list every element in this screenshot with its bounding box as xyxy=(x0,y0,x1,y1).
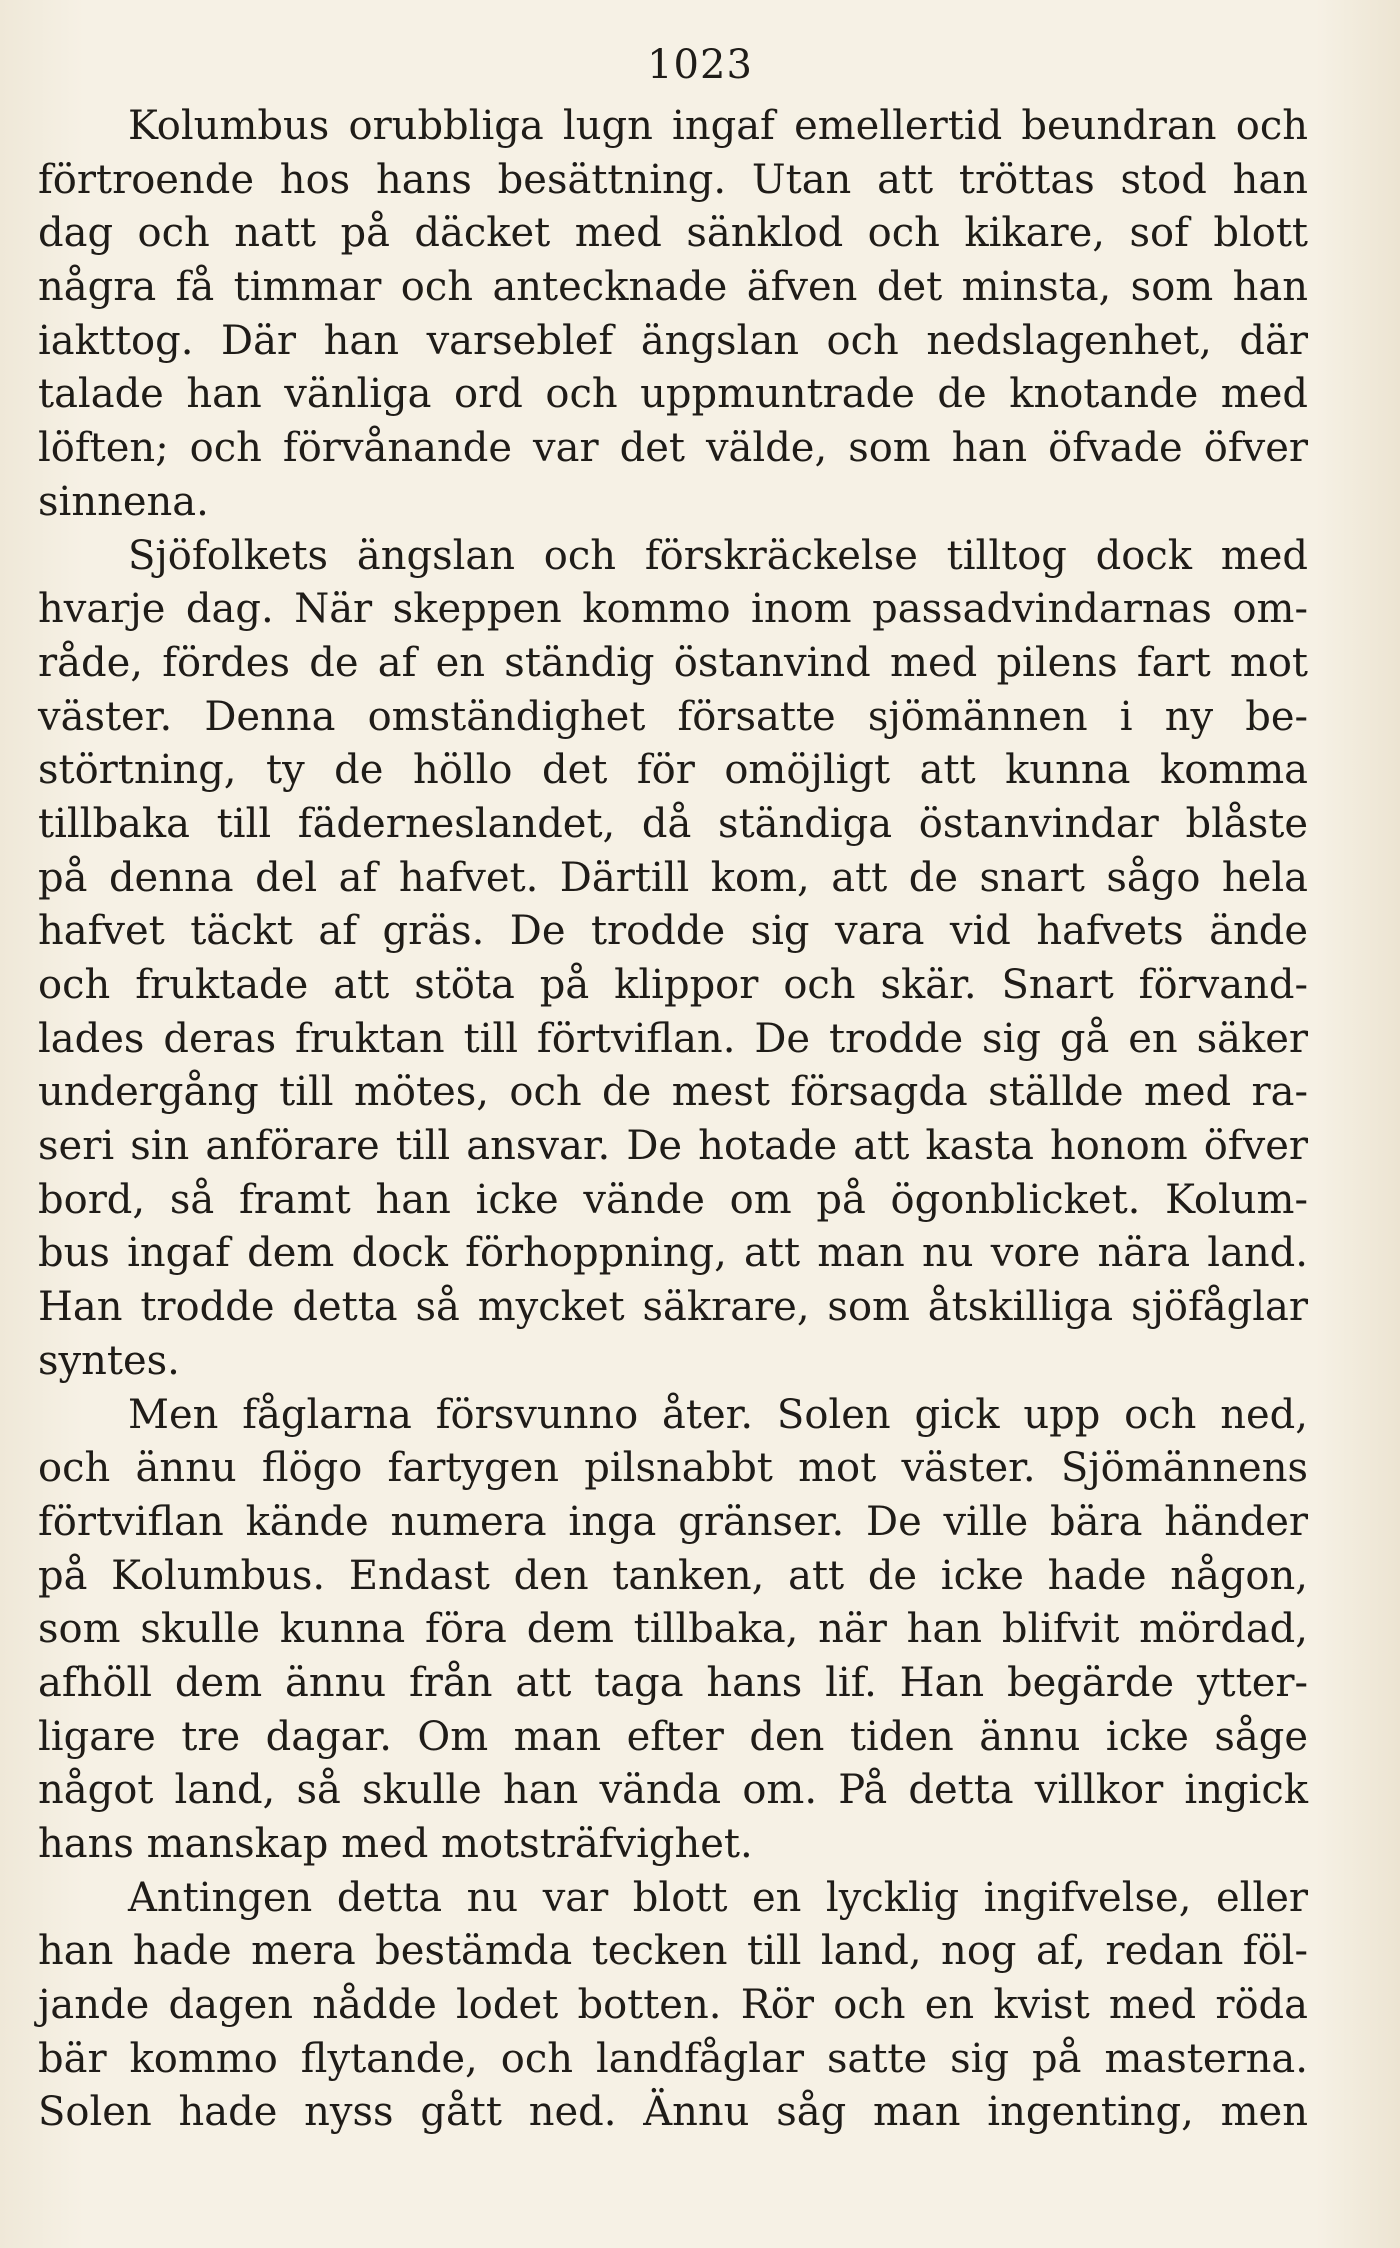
text-line: Sjöfolkets ängslan och förskräckelse tilltog dock med xyxy=(128,532,1308,579)
text-line: Han trodde detta så mycket säkrare, som åtskilliga sjöfåglar xyxy=(38,1284,1308,1331)
text-line: hafvet täckt af gräs. De trodde sig vara vid hafvets ände xyxy=(38,908,1308,955)
text-line: som skulle kunna föra dem tillbaka, när han blifvit mördad, xyxy=(38,1606,1308,1653)
paragraph xyxy=(38,1389,1308,1872)
text-line: ligare tre dagar. Om man efter den tiden ännu icke såge xyxy=(38,1713,1308,1760)
text-line: Kolumbus orubbliga lugn ingaf emellertid beundran och xyxy=(128,103,1308,149)
text-line: talade han vänliga ord och uppmuntrade de knotande med xyxy=(38,371,1308,418)
text-line: störtning, ty de höllo det för omöjligt att kunna komma xyxy=(38,747,1308,794)
text-line: några få timmar och antecknade äfven det minsta, som han xyxy=(38,264,1308,311)
text-line: hans manskap med motsträfvighet. xyxy=(38,1821,753,1867)
text-line: råde, fördes de af en ständig östanvind med pilens fart mot xyxy=(38,639,1308,686)
text-line: han hade mera bestämda tecken till land, nog af, redan föl- xyxy=(38,1928,1308,1975)
page-number: 1023 xyxy=(647,42,753,88)
text-line: hvarje dag. När skeppen kommo inom passadvindarnas om- xyxy=(38,586,1308,633)
paragraph xyxy=(38,1872,1308,2140)
text-line: sinnena. xyxy=(38,478,209,525)
text-line: bär kommo flytande, och landfåglar satte sig på masterna. xyxy=(38,2035,1308,2082)
page-body xyxy=(38,100,1308,2140)
text-line: seri sin anförare till ansvar. De hotade att kasta honom öfver xyxy=(38,1123,1308,1170)
text-line: afhöll dem ännu från att taga hans lif. Han begärde ytter- xyxy=(38,1659,1308,1706)
text-line: Solen hade nyss gått ned. Ännu såg man ingenting, men xyxy=(38,2089,1308,2136)
paragraph xyxy=(38,100,1308,530)
text-line: dag och natt på däcket med sänklod och kikare, sof blott xyxy=(38,210,1308,257)
paragraph xyxy=(38,530,1308,1389)
text-line: på denna del af hafvet. Därtill kom, att de snart sågo hela xyxy=(38,854,1308,901)
text-line: lades deras fruktan till förtviflan. De trodde sig gå en säker xyxy=(38,1015,1308,1062)
text-line: något land, så skulle han vända om. På detta villkor ingick xyxy=(38,1767,1308,1814)
text-line: på Kolumbus. Endast den tanken, att de icke hade någon, xyxy=(38,1552,1308,1599)
text-line: och fruktade att stöta på klippor och skär. Snart förvand- xyxy=(38,962,1308,1008)
text-line: och ännu flögo fartygen pilsnabbt mot väster. Sjömännens xyxy=(38,1445,1308,1492)
text-line: syntes. xyxy=(38,1337,180,1384)
text-line: förtviflan kände numera inga gränser. De ville bära händer xyxy=(38,1498,1308,1545)
text-line: bus ingaf dem dock förhoppning, att man nu vore nära land. xyxy=(38,1230,1308,1277)
text-line: löften; och förvånande var det välde, som han öfvade öfver xyxy=(38,425,1308,472)
text-line: förtroende hos hans besättning. Utan att tröttas stod han xyxy=(38,156,1308,203)
text-line: iakttog. Där han varseblef ängslan och nedslagenhet, där xyxy=(38,317,1308,364)
text-line: bord, så framt han icke vände om på ögonblicket. Kolum- xyxy=(38,1176,1308,1223)
text-line: väster. Denna omständighet försatte sjömännen i ny be- xyxy=(38,693,1308,740)
text-line: Antingen detta nu var blott en lycklig ingifvelse, eller xyxy=(128,1874,1308,1921)
text-line: Men fåglarna försvunno åter. Solen gick upp och ned, xyxy=(128,1391,1308,1438)
text-line: jande dagen nådde lodet botten. Rör och en kvist med röda xyxy=(38,1982,1308,2029)
text-line: undergång till mötes, och de mest försagda ställde med ra- xyxy=(38,1069,1308,1116)
text-line: tillbaka till fäderneslandet, då ständiga östanvindar blåste xyxy=(38,800,1308,847)
